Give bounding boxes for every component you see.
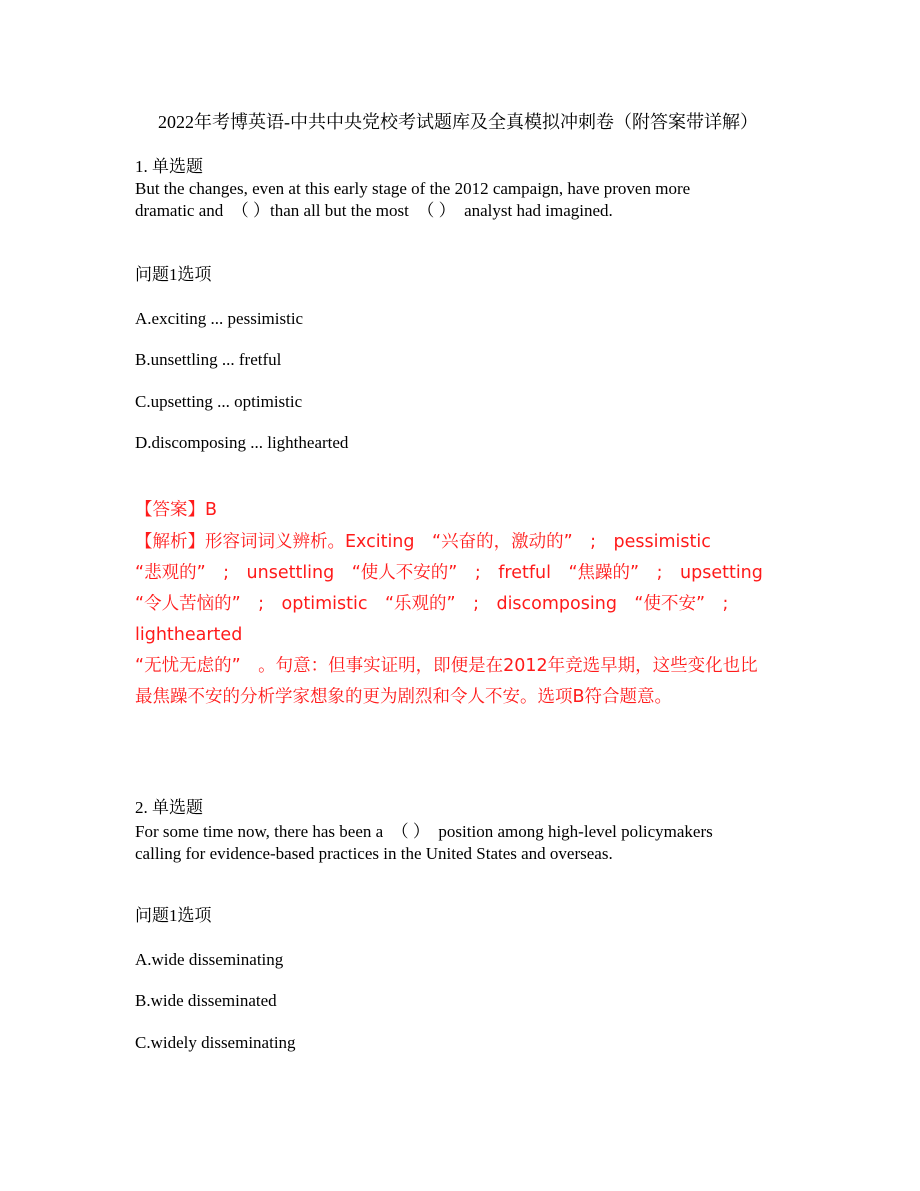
question-1-option-c: C.upsetting ... optimistic [135,392,303,411]
question-1-header: 1. 单选题 [135,157,203,176]
question-2-option-c: C.widely disseminating [135,1033,296,1052]
question-2-option-a: A.wide disseminating [135,950,284,969]
question-1-analysis-line: “令人苦恼的” ; optimistic “乐观的” ; discomposing “使不安” ; [135,594,729,614]
question-1-stem-line-1: But the changes, even at this early stage of the 2012 campaign, have proven more [135,179,691,198]
question-2-header: 2. 单选题 [135,798,203,817]
question-1-option-d: D.discomposing ... lighthearted [135,433,349,452]
question-1-analysis-line: lighthearted [135,625,243,645]
question-1-analysis-line: “悲观的” ; unsettling “使人不安的” ; fretful “焦躁的” ; upsetting [135,563,763,583]
question-1-option-a: A.exciting ... pessimistic [135,309,304,328]
question-1-analysis-line: 最焦躁不安的分析学家想象的更为剧烈和令人不安。选项B符合题意。 [135,687,673,707]
question-2-options-label: 问题1选项 [135,906,212,925]
question-1-analysis-line: 【解析】形容词词义辨析。Exciting “兴奋的，激动的” ; pessimistic [135,532,711,552]
document-title: 2022年考博英语-中共中央党校考试题库及全真模拟冲刺卷（附答案带详解） [158,112,758,132]
question-2-stem-line-1: For some time now, there has been a （ ） position among high-level policymakers [135,822,713,841]
question-2-stem-line-2: calling for evidence-based practices in the United States and overseas. [135,844,613,863]
question-2-option-b: B.wide disseminated [135,991,277,1010]
question-1-analysis-line: “无忧无虑的” 。句意：但事实证明，即便是在2012年竞选早期，这些变化也比 [135,656,758,676]
question-1-option-b: B.unsettling ... fretful [135,350,282,369]
question-1-answer: 【答案】B [135,500,218,520]
question-1-stem-line-2: dramatic and （ ）than all but the most （ ） analyst had imagined. [135,201,613,220]
question-1-options-label: 问题1选项 [135,265,212,284]
